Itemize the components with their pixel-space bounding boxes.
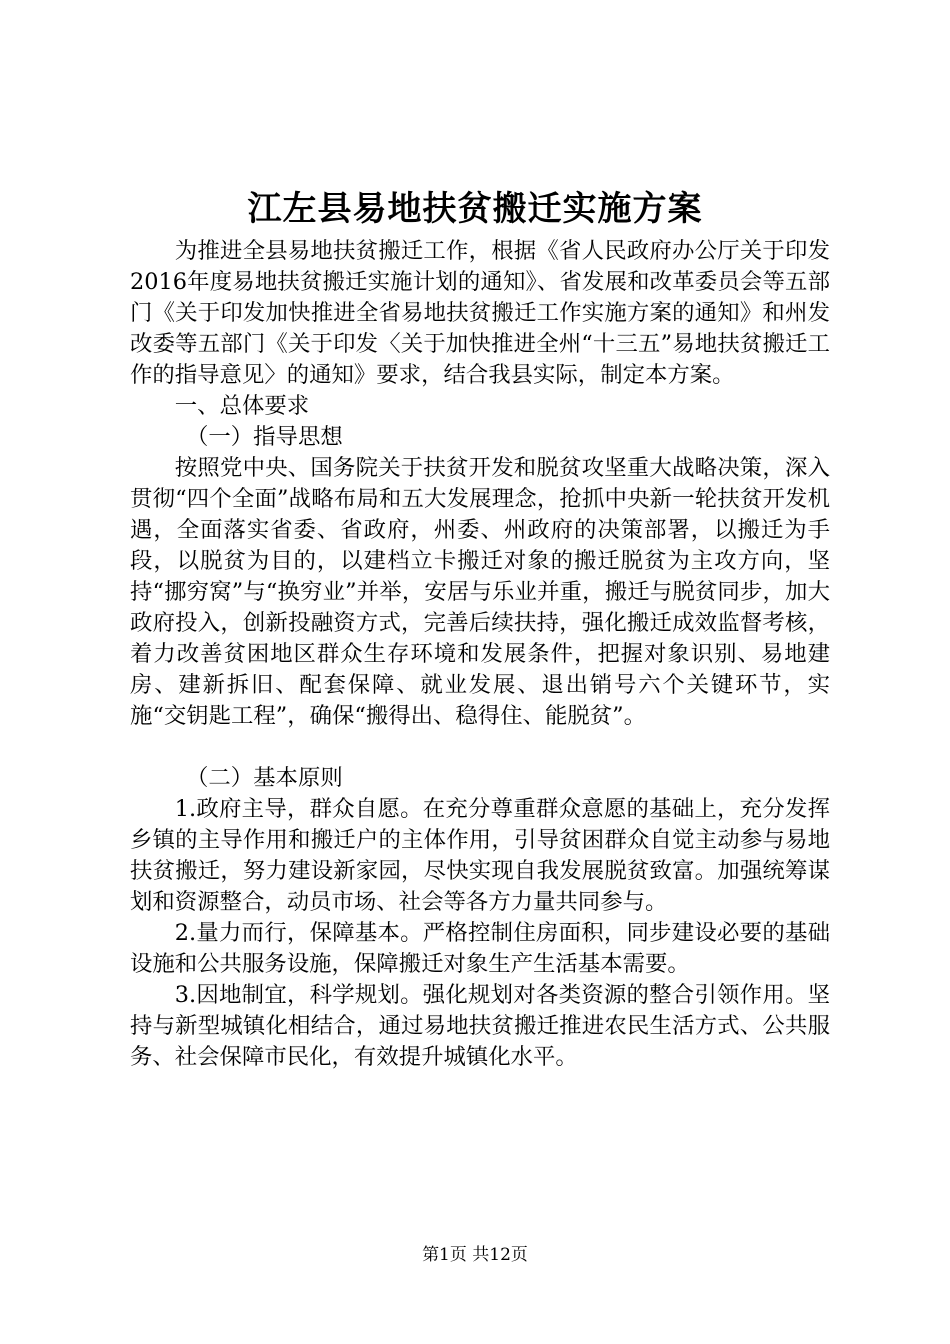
paragraph-spacer (130, 732, 830, 763)
page-number-footer: 第1页 共12页 (422, 1245, 528, 1265)
principle-2-paragraph: 2.量力而行，保障基本。严格控制住房面积，同步建设必要的基础设施和公共服务设施，保障搬迁对象生产生活基本需要。 (130, 920, 830, 977)
subsection-heading-basic-principles: （二）基本原则 (186, 765, 343, 791)
intro-paragraph: 为推进全县易地扶贫搬迁工作，根据《省人民政府办公厅关于印发2016年度易地扶贫搬迁实施计划的通知》、省发展和改革委员会等五部门《关于印发加快推进全省易地扶贫搬迁工作实施方案的通知》和州发改委等五部门《关于印发〈关于加快推进全州“十三五”易地扶贫搬迁工作的指导意见〉的通知》要求，结合我县实际，制定本方案。 (130, 238, 830, 388)
guiding-thought-paragraph: 按照党中央、国务院关于扶贫开发和脱贫攻坚重大战略决策，深入贯彻“四个全面”战略布局和五大发展理念，抢抓中央新一轮扶贫开发机遇，全面落实省委、省政府，州委、州政府的决策部署，以搬迁为手段，以脱贫为目的，以建档立卡搬迁对象的搬迁脱贫为主攻方向，坚持“挪穷窝”与“换穷业”并举，安居与乐业并重，搬迁与脱贫同步，加大政府投入，创新投融资方式，完善后续扶持，强化搬迁成效监督考核，着力改善贫困地区群众生存环境和发展条件，把握对象识别、易地建房、建新拆旧、配套保障、就业发展、退出销号六个关键环节，实施“交钥匙工程”，确保“搬得出、稳得住、能脱贫”。 (130, 455, 830, 729)
section-heading-general-requirements: 一、总体要求 (174, 393, 310, 419)
document-title: 江左县易地扶贫搬迁实施方案 (247, 189, 703, 229)
subsection-heading-guiding-thought: （一）指导思想 (186, 424, 343, 450)
document-body (130, 236, 830, 1073)
principle-3-paragraph: 3.因地制宜，科学规划。强化规划对各类资源的整合引领作用。坚持与新型城镇化相结合，通过易地扶贫搬迁推进农民生活方式、公共服务、社会保障市民化，有效提升城镇化水平。 (130, 982, 830, 1070)
principle-1-paragraph: 1.政府主导，群众自愿。在充分尊重群众意愿的基础上，充分发挥乡镇的主导作用和搬迁户的主体作用，引导贫困群众自觉主动参与易地扶贫搬迁，努力建设新家园，尽快实现自我发展脱贫致富。加强统筹谋划和资源整合，动员市场、社会等各方力量共同参与。 (130, 796, 830, 915)
